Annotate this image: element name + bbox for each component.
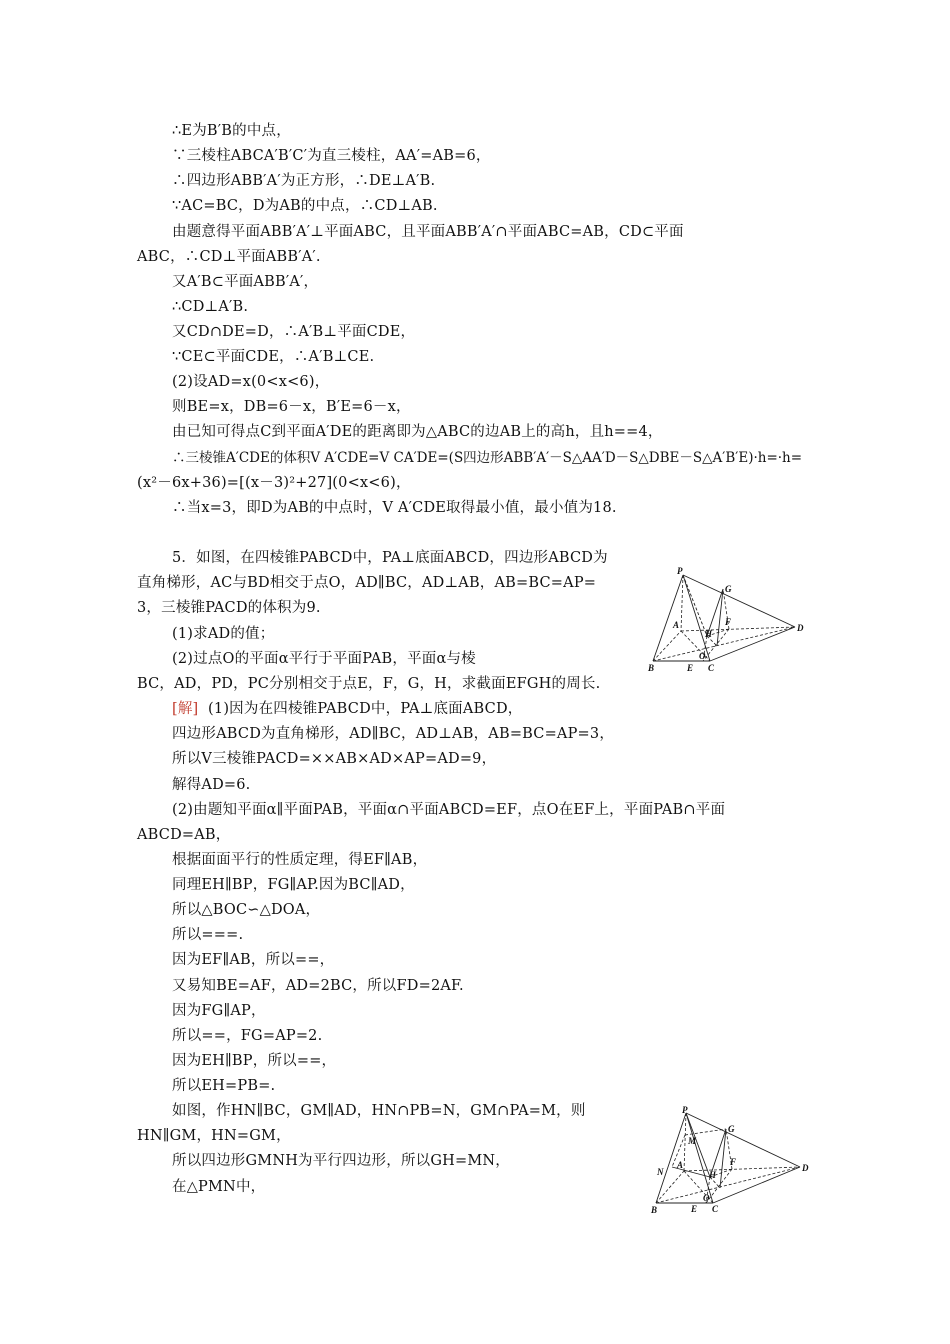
- text-line: 则BE=x，DB=6－x，B′E=6－x，: [172, 399, 411, 415]
- solution-line: 所以V三棱锥PACD=××AB×AD×AP=AD=9，: [172, 751, 497, 767]
- solution-line: 四边形ABCD为直角梯形，AD∥BC，AD⊥AB，AB=BC=AP=3，: [172, 726, 615, 742]
- problem-line: (2)过点O的平面α平行于平面PAB，平面α与棱: [172, 651, 476, 667]
- label-B: B: [651, 1205, 658, 1215]
- problem-line: 直角梯形，AC与BD相交于点O，AD∥BC，AD⊥AB，AB=BC=AP=: [137, 575, 597, 591]
- solution-line: 因为EF∥AB，所以==，: [172, 952, 335, 968]
- problem-line: 3，三棱锥PACD的体积为9.: [137, 600, 321, 616]
- label-E: E: [691, 1204, 698, 1214]
- text-line: ∵CE⊂平面CDE，∴A′B⊥CE.: [172, 349, 375, 365]
- text-line: (2)设AD=x(0<x<6)，: [172, 374, 330, 390]
- text-line: ABC，∴CD⊥平面ABB′A′.: [137, 249, 321, 265]
- label-N: N: [657, 1167, 664, 1177]
- solution-line: 因为FG∥AP，: [172, 1003, 266, 1019]
- solution-first-line: [172, 699, 522, 719]
- label-F: F: [730, 1157, 737, 1167]
- label-P: P: [682, 1105, 688, 1115]
- solution-line: 所以△BOC∽△DOA，: [172, 902, 321, 918]
- solution-line: 在△PMN中，: [172, 1179, 266, 1195]
- solution-line: 根据面面平行的性质定理，得EF∥AB，: [172, 852, 428, 868]
- text-line: 由已知可得点C到平面A′DE的距离即为△ABC的边AB上的高h，且h==4，: [172, 424, 663, 440]
- label-F: F: [725, 617, 732, 627]
- solution-text: (1)因为在四棱锥PABCD中，PA⊥底面ABCD，: [208, 701, 523, 717]
- label-H: H: [705, 629, 713, 639]
- text-line: (x²－6x+36)=[(x－3)²+27](0<x<6)，: [137, 475, 411, 491]
- label-C: C: [708, 663, 715, 673]
- text-line: ∴当x=3，即D为AB的中点时，V A′CDE取得最小值，最小值为18.: [172, 500, 617, 516]
- solution-line: 所以四边形GMNH为平行四边形，所以GH=MN，: [172, 1153, 510, 1169]
- label-E: E: [687, 663, 694, 673]
- text-line: 由题意得平面ABB′A′⊥平面ABC，且平面ABB′A′∩平面ABC=AB，CD⊂平面: [172, 224, 684, 240]
- text-line: ∴CD⊥A′B.: [172, 299, 249, 315]
- label-P: P: [677, 566, 683, 576]
- solution-line: HN∥GM，HN=GM，: [137, 1128, 291, 1144]
- solution-line: 如图，作HN∥BC，GM∥AD，HN∩PB=N，GM∩PA=M，则: [172, 1103, 586, 1119]
- problem-line: BC，AD，PD，PC分别相交于点E，F，G，H，求截面EFGH的周长.: [137, 676, 601, 692]
- solution-line: 同理EH∥BP，FG∥AP.因为BC∥AD，: [172, 877, 415, 893]
- problem-line: 5．如图，在四棱锥PABCD中，PA⊥底面ABCD，四边形ABCD为: [172, 550, 608, 566]
- solution-line: 所以===.: [172, 927, 244, 943]
- text-line: ∵AC=BC，D为AB的中点，∴CD⊥AB.: [172, 198, 438, 214]
- label-H: H: [709, 1170, 717, 1180]
- text-line: ∴E为B′B的中点，: [172, 123, 291, 139]
- solution-line: (2)由题知平面α∥平面PAB，平面α∩平面ABCD=EF，点O在EF上，平面PAB∩平面: [172, 802, 726, 818]
- label-A: A: [677, 1160, 684, 1170]
- label-G: G: [728, 1124, 735, 1134]
- solution-line: 因为EH∥BP，所以==，: [172, 1053, 337, 1069]
- text-line: 又CD∩DE=D，∴A′B⊥平面CDE，: [172, 324, 416, 340]
- label-M: M: [688, 1136, 697, 1146]
- label-D: D: [802, 1163, 809, 1173]
- solution-tag: [解]: [172, 701, 199, 717]
- solution-line: 所以==，FG=AP=2.: [172, 1028, 323, 1044]
- pyramid-figure-2: [648, 1105, 818, 1217]
- solution-line: 又易知BE=AF，AD=2BC，所以FD=2AF.: [172, 978, 464, 994]
- text-line: 又A′B⊂平面ABB′A′，: [172, 274, 319, 290]
- label-G: G: [725, 584, 732, 594]
- text-line: ∴三棱锥A′CDE的体积V A′CDE=V CA′DE=(S四边形ABB′A′－S△AA′D－S△DBE－S△A′B′E)·h=·h=: [172, 450, 803, 466]
- label-O: O: [699, 651, 706, 661]
- solution-line: 所以EH=PB=.: [172, 1078, 276, 1094]
- text-line: ∵三棱柱ABCA′B′C′为直三棱柱，AA′=AB=6，: [172, 148, 491, 164]
- text-line: ∴四边形ABB′A′为正方形，∴DE⊥A′B.: [172, 173, 436, 189]
- problem-line: (1)求AD的值；: [172, 626, 275, 642]
- pyramid-figure-1: [645, 565, 815, 677]
- solution-line: 解得AD=6.: [172, 777, 251, 793]
- solution-line: ABCD=AB，: [137, 827, 231, 843]
- label-D: D: [797, 623, 804, 633]
- label-A: A: [673, 620, 680, 630]
- label-O: O: [703, 1193, 710, 1203]
- label-B: B: [648, 663, 655, 673]
- label-C: C: [712, 1204, 719, 1214]
